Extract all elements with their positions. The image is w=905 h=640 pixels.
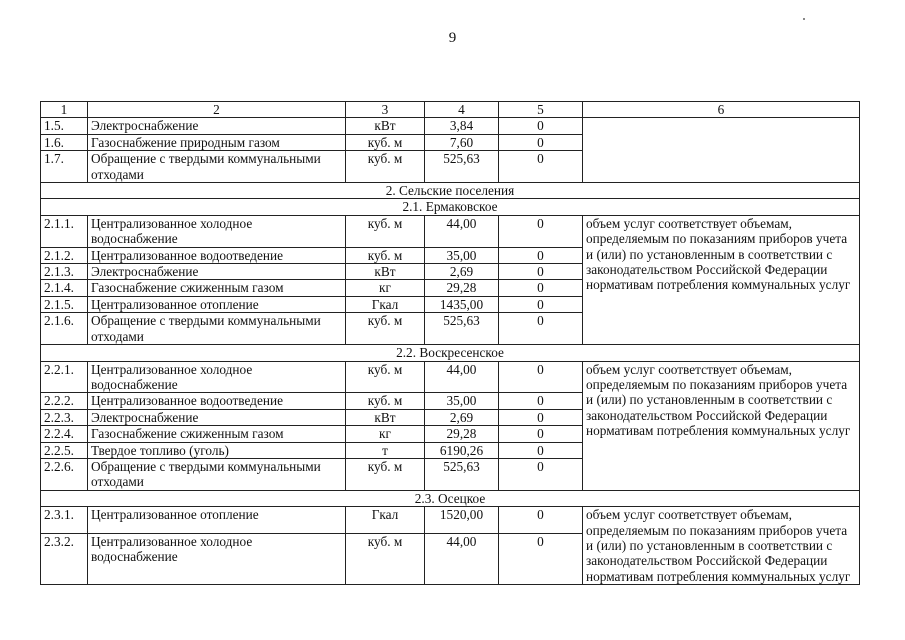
row-number: 2.2.4. [41, 426, 88, 442]
row-number: 2.1.5. [41, 296, 88, 312]
service-name: Газоснабжение сжиженным газом [88, 426, 346, 442]
header-cell: 1 [41, 102, 88, 118]
service-name: Централизованное отопление [88, 507, 346, 534]
row-number: 1.7. [41, 151, 88, 183]
note-text: объем услуг соответствует объемам, определяемым по показаниям приборов учета и (или) по установленным в соответствии с законодательством Российской Федерации нормативам потребления коммунальных услуг [583, 361, 860, 490]
unit: куб. м [346, 361, 425, 393]
row-number: 2.1.3. [41, 264, 88, 280]
col5-value: 0 [499, 134, 583, 150]
service-name: Централизованное холодное водоснабжение [88, 215, 346, 247]
subsection-header [41, 345, 860, 361]
header-cell: 4 [425, 102, 499, 118]
unit: куб. м [346, 313, 425, 345]
table-row [41, 507, 860, 534]
unit: куб. м [346, 134, 425, 150]
unit: кВт [346, 264, 425, 280]
col5-value: 0 [499, 442, 583, 458]
row-number: 1.6. [41, 134, 88, 150]
unit: кг [346, 280, 425, 296]
note-text: объем услуг соответствует объемам, определяемым по показаниям приборов учета и (или) по установленным в соответствии с законодательством Российской Федерации нормативам потребления коммунальных услуг [583, 507, 860, 585]
row-number: 2.2.2. [41, 393, 88, 409]
value: 35,00 [425, 247, 499, 263]
unit: Гкал [346, 507, 425, 534]
value: 29,28 [425, 426, 499, 442]
subsection-title: 2.2. Воскресенское [41, 345, 860, 361]
value: 44,00 [425, 215, 499, 247]
service-name: Газоснабжение природным газом [88, 134, 346, 150]
service-name: Обращение с твердыми коммунальными отходами [88, 151, 346, 183]
subsection-title: 2.3. Осецкое [41, 490, 860, 506]
value: 6190,26 [425, 442, 499, 458]
service-name: Газоснабжение сжиженным газом [88, 280, 346, 296]
unit: кВт [346, 118, 425, 134]
page-number: 9 [448, 30, 457, 46]
header-row [41, 102, 860, 118]
col5-value: 0 [499, 409, 583, 425]
row-number: 2.2.6. [41, 458, 88, 490]
value: 2,69 [425, 409, 499, 425]
col5-value: 0 [499, 247, 583, 263]
unit: кг [346, 426, 425, 442]
row-number: 2.2.5. [41, 442, 88, 458]
service-name: Централизованное водоотведение [88, 393, 346, 409]
unit: т [346, 442, 425, 458]
row-number: 2.1.6. [41, 313, 88, 345]
service-name: Централизованное холодное водоснабжение [88, 361, 346, 393]
unit: куб. м [346, 215, 425, 247]
unit: куб. м [346, 533, 425, 584]
header-cell: 5 [499, 102, 583, 118]
row-number: 2.1.2. [41, 247, 88, 263]
service-name: Обращение с твердыми коммунальными отходами [88, 458, 346, 490]
row-number: 2.1.4. [41, 280, 88, 296]
section-title: 2. Сельские поселения [41, 183, 860, 199]
col5-value: 0 [499, 264, 583, 280]
value: 1435,00 [425, 296, 499, 312]
value: 44,00 [425, 361, 499, 393]
unit: кВт [346, 409, 425, 425]
value: 3,84 [425, 118, 499, 134]
section-header [41, 183, 860, 199]
service-name: Твердое топливо (уголь) [88, 442, 346, 458]
service-name: Централизованное холодное водоснабжение [88, 533, 346, 584]
value: 1520,00 [425, 507, 499, 534]
service-name: Электроснабжение [88, 264, 346, 280]
col5-value: 0 [499, 426, 583, 442]
col5-value: 0 [499, 361, 583, 393]
service-name: Электроснабжение [88, 409, 346, 425]
note-text: объем услуг соответствует объемам, определяемым по показаниям приборов учета и (или) по установленным в соответствии с законодательством Российской Федерации нормативам потребления коммунальных услуг [583, 215, 860, 344]
table-row [41, 361, 860, 393]
row-number: 2.3.2. [41, 533, 88, 584]
table-row [41, 215, 860, 247]
utilities-table [40, 101, 860, 585]
col5-value: 0 [499, 533, 583, 584]
value: 525,63 [425, 151, 499, 183]
row-number: 2.3.1. [41, 507, 88, 534]
subsection-header [41, 490, 860, 506]
value: 2,69 [425, 264, 499, 280]
col5-value: 0 [499, 151, 583, 183]
col5-value: 0 [499, 313, 583, 345]
col5-value: 0 [499, 393, 583, 409]
subsection-header [41, 199, 860, 215]
col5-value: 0 [499, 280, 583, 296]
unit: Гкал [346, 296, 425, 312]
service-name: Централизованное отопление [88, 296, 346, 312]
row-number: 1.5. [41, 118, 88, 134]
col5-value: 0 [499, 118, 583, 134]
value: 7,60 [425, 134, 499, 150]
col5-value: 0 [499, 507, 583, 534]
unit: куб. м [346, 393, 425, 409]
unit: куб. м [346, 247, 425, 263]
value: 525,63 [425, 313, 499, 345]
unit: куб. м [346, 151, 425, 183]
header-cell: 6 [583, 102, 860, 118]
service-name: Централизованное водоотведение [88, 247, 346, 263]
service-name: Электроснабжение [88, 118, 346, 134]
col5-value: 0 [499, 215, 583, 247]
empty-note-cell [583, 118, 860, 183]
header-cell: 2 [88, 102, 346, 118]
row-number: 2.1.1. [41, 215, 88, 247]
service-name: Обращение с твердыми коммунальными отходами [88, 313, 346, 345]
subsection-title: 2.1. Ермаковское [41, 199, 860, 215]
value: 44,00 [425, 533, 499, 584]
col5-value: 0 [499, 296, 583, 312]
scan-dot [803, 18, 805, 20]
table-row [41, 118, 860, 134]
value: 35,00 [425, 393, 499, 409]
row-number: 2.2.1. [41, 361, 88, 393]
value: 29,28 [425, 280, 499, 296]
col5-value: 0 [499, 458, 583, 490]
value: 525,63 [425, 458, 499, 490]
unit: куб. м [346, 458, 425, 490]
row-number: 2.2.3. [41, 409, 88, 425]
header-cell: 3 [346, 102, 425, 118]
